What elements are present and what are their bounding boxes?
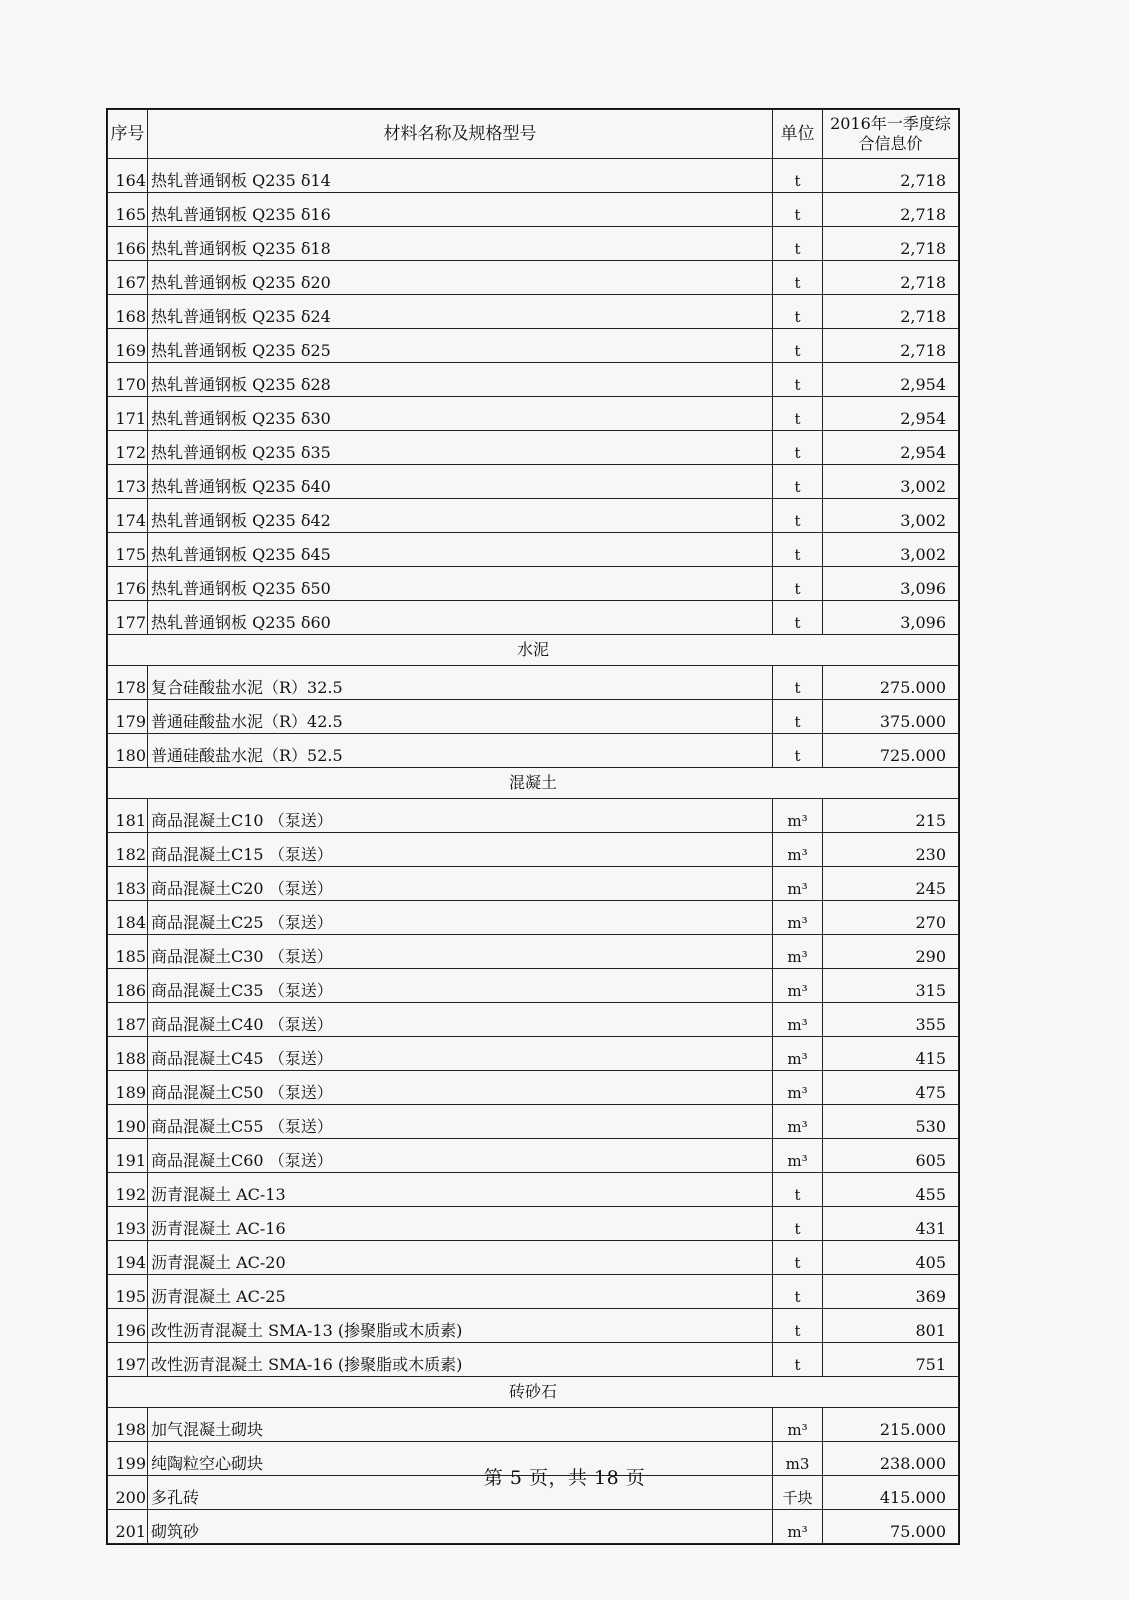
seq-cell: 173 — [108, 465, 148, 499]
unit-cell: m³ — [773, 1071, 823, 1105]
table-row — [108, 363, 959, 397]
seq-cell: 186 — [108, 969, 148, 1003]
unit-cell: t — [773, 666, 823, 700]
name-cell: 商品混凝土C30 （泵送） — [148, 935, 773, 969]
name-cell: 热轧普通钢板 Q235 δ28 — [148, 363, 773, 397]
seq-cell: 174 — [108, 499, 148, 533]
unit-cell: t — [773, 499, 823, 533]
table-row — [108, 499, 959, 533]
seq-cell: 192 — [108, 1173, 148, 1207]
table-row — [108, 329, 959, 363]
table-row — [108, 227, 959, 261]
unit-cell: t — [773, 1241, 823, 1275]
price-cell: 3,096 — [823, 567, 959, 601]
unit-cell: t — [773, 159, 823, 193]
unit-cell: t — [773, 397, 823, 431]
header-seq: 序号 — [108, 110, 148, 159]
unit-cell: t — [773, 601, 823, 635]
price-cell: 275.000 — [823, 666, 959, 700]
section-row — [108, 1377, 959, 1408]
name-cell: 商品混凝土C35 （泵送） — [148, 969, 773, 1003]
unit-cell: m³ — [773, 1105, 823, 1139]
seq-cell: 182 — [108, 833, 148, 867]
price-cell: 3,002 — [823, 465, 959, 499]
name-cell: 热轧普通钢板 Q235 δ20 — [148, 261, 773, 295]
seq-cell: 200 — [108, 1476, 148, 1510]
table-row — [108, 1105, 959, 1139]
seq-cell: 168 — [108, 295, 148, 329]
name-cell: 沥青混凝土 AC-25 — [148, 1275, 773, 1309]
unit-cell: 千块 — [773, 1476, 823, 1510]
unit-cell: t — [773, 734, 823, 768]
unit-cell: t — [773, 431, 823, 465]
name-cell: 沥青混凝土 AC-16 — [148, 1207, 773, 1241]
table-row — [108, 867, 959, 901]
name-cell: 改性沥青混凝土 SMA-16 (掺聚脂或木质素) — [148, 1343, 773, 1377]
price-cell: 3,096 — [823, 601, 959, 635]
unit-cell: t — [773, 700, 823, 734]
name-cell: 商品混凝土C10 （泵送） — [148, 799, 773, 833]
name-cell: 热轧普通钢板 Q235 δ14 — [148, 159, 773, 193]
unit-cell: m³ — [773, 1408, 823, 1442]
price-cell: 355 — [823, 1003, 959, 1037]
seq-cell: 184 — [108, 901, 148, 935]
page-footer: 第 5 页，共 18 页 — [483, 1467, 646, 1489]
price-cell: 2,718 — [823, 227, 959, 261]
name-cell: 热轧普通钢板 Q235 δ16 — [148, 193, 773, 227]
unit-cell: t — [773, 363, 823, 397]
unit-cell: m³ — [773, 969, 823, 1003]
table-row — [108, 935, 959, 969]
price-cell: 215 — [823, 799, 959, 833]
unit-cell: t — [773, 1343, 823, 1377]
table-row — [108, 1207, 959, 1241]
seq-cell: 195 — [108, 1275, 148, 1309]
table-row — [108, 295, 959, 329]
table-row — [108, 261, 959, 295]
seq-cell: 189 — [108, 1071, 148, 1105]
seq-cell: 171 — [108, 397, 148, 431]
name-cell: 热轧普通钢板 Q235 δ24 — [148, 295, 773, 329]
seq-cell: 196 — [108, 1309, 148, 1343]
table-row — [108, 901, 959, 935]
unit-cell: t — [773, 567, 823, 601]
seq-cell: 177 — [108, 601, 148, 635]
section-title: 水泥 — [108, 635, 959, 666]
table-row — [108, 799, 959, 833]
unit-cell: m3 — [773, 1442, 823, 1476]
seq-cell: 172 — [108, 431, 148, 465]
seq-cell: 169 — [108, 329, 148, 363]
section-title: 混凝土 — [108, 768, 959, 799]
seq-cell: 167 — [108, 261, 148, 295]
price-cell: 2,718 — [823, 329, 959, 363]
seq-cell: 198 — [108, 1408, 148, 1442]
price-cell: 2,718 — [823, 295, 959, 329]
name-cell: 热轧普通钢板 Q235 δ45 — [148, 533, 773, 567]
name-cell: 商品混凝土C25 （泵送） — [148, 901, 773, 935]
seq-cell: 190 — [108, 1105, 148, 1139]
name-cell: 商品混凝土C55 （泵送） — [148, 1105, 773, 1139]
unit-cell: m³ — [773, 833, 823, 867]
price-cell: 245 — [823, 867, 959, 901]
seq-cell: 179 — [108, 700, 148, 734]
name-cell: 普通硅酸盐水泥（R）52.5 — [148, 734, 773, 768]
unit-cell: m³ — [773, 799, 823, 833]
table-row — [108, 734, 959, 768]
section-title: 砖砂石 — [108, 1377, 959, 1408]
unit-cell: t — [773, 329, 823, 363]
seq-cell: 185 — [108, 935, 148, 969]
table-row — [108, 700, 959, 734]
seq-cell: 193 — [108, 1207, 148, 1241]
name-cell: 沥青混凝土 AC-20 — [148, 1241, 773, 1275]
seq-cell: 181 — [108, 799, 148, 833]
unit-cell: t — [773, 465, 823, 499]
price-cell: 2,718 — [823, 193, 959, 227]
seq-cell: 180 — [108, 734, 148, 768]
unit-cell: t — [773, 261, 823, 295]
table-row — [108, 1139, 959, 1173]
table-row — [108, 601, 959, 635]
name-cell: 商品混凝土C15 （泵送） — [148, 833, 773, 867]
price-cell: 455 — [823, 1173, 959, 1207]
name-cell: 热轧普通钢板 Q235 δ30 — [148, 397, 773, 431]
name-cell: 商品混凝土C20 （泵送） — [148, 867, 773, 901]
seq-cell: 164 — [108, 159, 148, 193]
name-cell: 商品混凝土C40 （泵送） — [148, 1003, 773, 1037]
name-cell: 商品混凝土C45 （泵送） — [148, 1037, 773, 1071]
name-cell: 复合硅酸盐水泥（R）32.5 — [148, 666, 773, 700]
price-cell: 415.000 — [823, 1476, 959, 1510]
table-row — [108, 1275, 959, 1309]
price-cell: 405 — [823, 1241, 959, 1275]
price-cell: 431 — [823, 1207, 959, 1241]
price-cell: 801 — [823, 1309, 959, 1343]
seq-cell: 183 — [108, 867, 148, 901]
price-cell: 605 — [823, 1139, 959, 1173]
header-unit: 单位 — [773, 110, 823, 159]
price-cell: 290 — [823, 935, 959, 969]
seq-cell: 201 — [108, 1510, 148, 1544]
table-row — [108, 533, 959, 567]
table-row — [108, 1003, 959, 1037]
table-row — [108, 1241, 959, 1275]
name-cell: 热轧普通钢板 Q235 δ42 — [148, 499, 773, 533]
unit-cell: t — [773, 533, 823, 567]
table-row — [108, 397, 959, 431]
price-cell: 415 — [823, 1037, 959, 1071]
seq-cell: 166 — [108, 227, 148, 261]
price-cell: 2,954 — [823, 363, 959, 397]
table-row — [108, 1408, 959, 1442]
price-cell: 475 — [823, 1071, 959, 1105]
unit-cell: t — [773, 1309, 823, 1343]
name-cell: 热轧普通钢板 Q235 δ35 — [148, 431, 773, 465]
price-cell: 215.000 — [823, 1408, 959, 1442]
name-cell: 普通硅酸盐水泥（R）42.5 — [148, 700, 773, 734]
seq-cell: 194 — [108, 1241, 148, 1275]
unit-cell: t — [773, 1275, 823, 1309]
name-cell: 热轧普通钢板 Q235 δ50 — [148, 567, 773, 601]
price-cell: 2,718 — [823, 159, 959, 193]
section-row — [108, 635, 959, 666]
price-cell: 2,718 — [823, 261, 959, 295]
name-cell: 纯陶粒空心砌块 — [148, 1442, 773, 1476]
seq-cell: 188 — [108, 1037, 148, 1071]
table-row — [108, 833, 959, 867]
price-cell: 2,954 — [823, 397, 959, 431]
table-row — [108, 969, 959, 1003]
price-cell: 270 — [823, 901, 959, 935]
table-row — [108, 1173, 959, 1207]
unit-cell: t — [773, 227, 823, 261]
unit-cell: t — [773, 193, 823, 227]
price-table — [107, 109, 959, 1544]
price-cell: 375.000 — [823, 700, 959, 734]
name-cell: 热轧普通钢板 Q235 δ40 — [148, 465, 773, 499]
price-cell: 238.000 — [823, 1442, 959, 1476]
name-cell: 热轧普通钢板 Q235 δ25 — [148, 329, 773, 363]
name-cell: 热轧普通钢板 Q235 δ60 — [148, 601, 773, 635]
name-cell: 热轧普通钢板 Q235 δ18 — [148, 227, 773, 261]
unit-cell: m³ — [773, 935, 823, 969]
header-row — [108, 110, 959, 159]
unit-cell: t — [773, 1207, 823, 1241]
table-row — [108, 1037, 959, 1071]
price-cell: 530 — [823, 1105, 959, 1139]
table-row — [108, 159, 959, 193]
name-cell: 沥青混凝土 AC-13 — [148, 1173, 773, 1207]
seq-cell: 176 — [108, 567, 148, 601]
header-price: 2016年一季度综合信息价 — [823, 110, 959, 159]
table-body — [108, 159, 959, 1544]
seq-cell: 170 — [108, 363, 148, 397]
name-cell: 改性沥青混凝土 SMA-13 (掺聚脂或木质素) — [148, 1309, 773, 1343]
name-cell: 商品混凝土C50 （泵送） — [148, 1071, 773, 1105]
price-cell: 3,002 — [823, 533, 959, 567]
table-row — [108, 193, 959, 227]
unit-cell: m³ — [773, 1510, 823, 1544]
table-header — [108, 110, 959, 159]
unit-cell: m³ — [773, 1139, 823, 1173]
price-cell: 230 — [823, 833, 959, 867]
name-cell: 加气混凝土砌块 — [148, 1408, 773, 1442]
table-row — [108, 567, 959, 601]
seq-cell: 197 — [108, 1343, 148, 1377]
seq-cell: 199 — [108, 1442, 148, 1476]
seq-cell: 187 — [108, 1003, 148, 1037]
unit-cell: m³ — [773, 1037, 823, 1071]
price-cell: 315 — [823, 969, 959, 1003]
table-row — [108, 1309, 959, 1343]
price-table-container — [106, 108, 960, 1545]
name-cell: 砌筑砂 — [148, 1510, 773, 1544]
seq-cell: 191 — [108, 1139, 148, 1173]
name-cell: 商品混凝土C60 （泵送） — [148, 1139, 773, 1173]
price-cell: 75.000 — [823, 1510, 959, 1544]
price-cell: 725.000 — [823, 734, 959, 768]
table-row — [108, 666, 959, 700]
seq-cell: 165 — [108, 193, 148, 227]
unit-cell: m³ — [773, 867, 823, 901]
price-cell: 751 — [823, 1343, 959, 1377]
unit-cell: t — [773, 1173, 823, 1207]
header-name: 材料名称及规格型号 — [148, 110, 773, 159]
seq-cell: 178 — [108, 666, 148, 700]
unit-cell: m³ — [773, 901, 823, 935]
unit-cell: t — [773, 295, 823, 329]
section-row — [108, 768, 959, 799]
price-cell: 369 — [823, 1275, 959, 1309]
price-cell: 3,002 — [823, 499, 959, 533]
table-row — [108, 465, 959, 499]
price-cell: 2,954 — [823, 431, 959, 465]
table-row — [108, 431, 959, 465]
table-row — [108, 1071, 959, 1105]
name-cell: 多孔砖 — [148, 1476, 773, 1510]
table-row — [108, 1343, 959, 1377]
seq-cell: 175 — [108, 533, 148, 567]
table-row — [108, 1510, 959, 1544]
unit-cell: m³ — [773, 1003, 823, 1037]
